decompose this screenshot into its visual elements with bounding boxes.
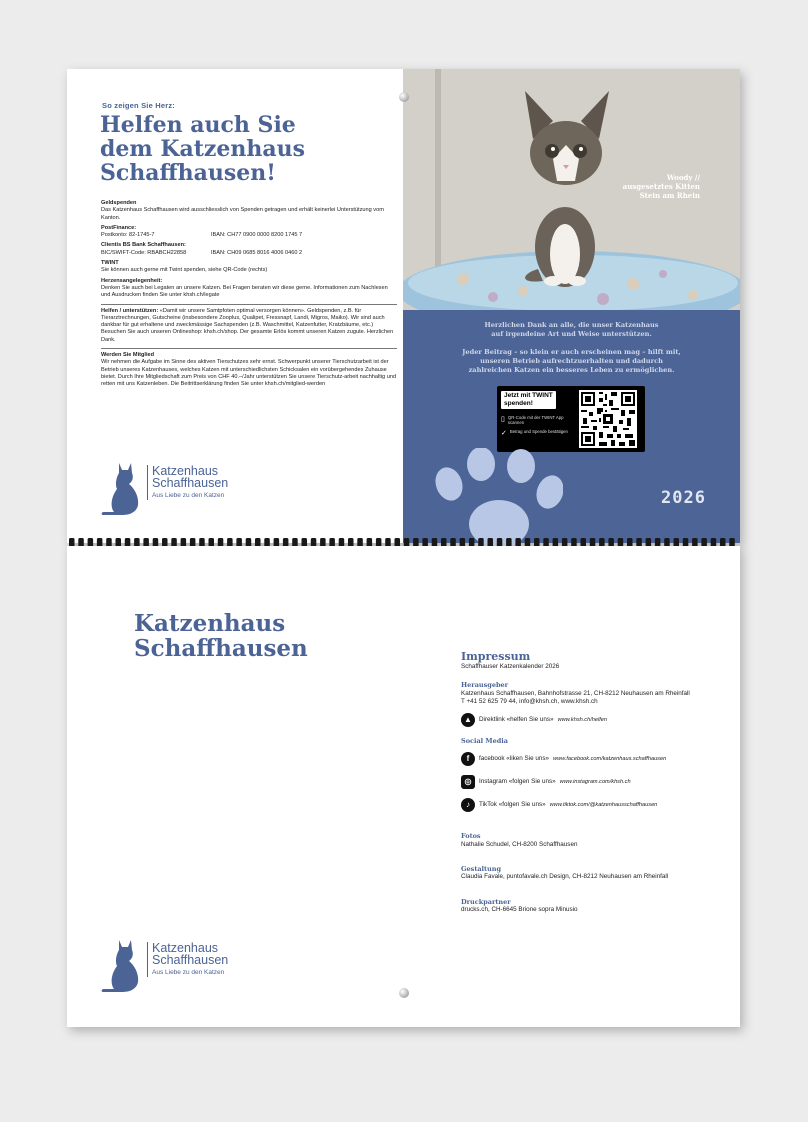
thanks-line: zahlreichen Katzen ein besseres Leben zu ermöglichen. — [468, 366, 675, 374]
headline-line: Schaffhausen! — [100, 160, 276, 186]
logo — [99, 936, 269, 996]
twint-step — [501, 415, 571, 425]
impressum-heading: Druckpartner — [461, 897, 511, 906]
twint-step-text: QR-Code mit der TWINT App scannen — [507, 415, 564, 425]
kitten-photo — [403, 69, 740, 310]
link-url[interactable]: www.khsh.ch/helfen — [557, 717, 607, 724]
impressum-heading: Herausgeber — [461, 681, 509, 690]
impressum-title: Impressum — [461, 650, 531, 663]
logo-line: Katzenhaus — [152, 941, 219, 955]
section-heading: Werden Sie Mitglied — [101, 352, 155, 359]
hanging-hole — [399, 988, 409, 998]
facebook-icon: f — [461, 752, 475, 766]
tiktok-icon: ♪ — [461, 798, 475, 812]
caption-line: Woody // — [666, 173, 700, 182]
caption-line: ausgesetztes Kitten — [622, 182, 700, 191]
calendar-top-page — [67, 69, 740, 543]
section-heading: PostFinance: — [101, 224, 137, 231]
bank-row — [101, 232, 397, 239]
photo-caption — [623, 173, 700, 200]
donation-info — [101, 197, 397, 389]
section-text: Das Katzenhaus Schaffhausen wird ausschliesslich von Spenden getragen und erhält keinerlei Unterstützung vom Kanton. — [101, 207, 384, 221]
impressum-subtitle: Schaffhauser Katzenkalender 2026 — [461, 663, 560, 670]
logo-line: Katzenhaus — [152, 464, 219, 478]
back-title — [134, 611, 308, 661]
calendar-year: 2026 — [661, 488, 706, 508]
section-body: «Damit wir unsere Samtpfoten optimal versorgen können». Geldspenden, z.B. für Tierarztrechnungen, Gutscheine (insbesondere Zooplus, Qualipet, Fressnapf, Landi, Migros, Maiko). Wir sind auch dankbar für gut erhaltene und zweckmässige Sachspenden (z.B. Waschmittel, Katzenfutter, Kratzbäume, etc.) Besuchen Sie auch unseren Onlineshop: khsh.ch/shop. Der gesamte Erlös kommt unseren Katzen zugute. Herzlichen Dank. — [101, 307, 394, 343]
section-heading: TWINT — [101, 260, 119, 267]
hanging-hole — [399, 92, 409, 102]
section-text: Sie können auch gerne mit Twint spenden, siehe QR-Code (rechts) — [101, 267, 268, 274]
headline-line: Helfen auch Sie — [100, 112, 296, 138]
twint-box[interactable] — [497, 386, 645, 452]
impressum-heading: Fotos — [461, 832, 481, 841]
logo-text — [147, 465, 228, 500]
logo-text — [147, 942, 228, 977]
tiktok-link[interactable] — [461, 798, 731, 812]
instagram-icon: ◎ — [461, 775, 475, 789]
section-heading: Herzensangelegenheit: — [101, 277, 163, 284]
twint-step — [501, 429, 571, 437]
link-url[interactable]: www.instagram.com/khsh.ch — [559, 779, 631, 786]
impressum-text: Claudia Favale, puntofavale.ch Design, CH-8212 Neuhausen am Rheinfall — [461, 873, 669, 881]
qr-code-icon — [579, 390, 637, 448]
iban: IBAN: CH77 0900 0000 8200 1745 7 — [211, 232, 303, 239]
phone-icon: ▯ — [501, 416, 505, 423]
cat-icon: ▲ — [461, 713, 475, 727]
impressum-text: Nathalie Schudel, CH-8200 Schaffhausen — [461, 840, 578, 848]
impressum-text: drucks.ch, CH-6645 Brione sopra Minusio — [461, 905, 578, 913]
section-text: Denken Sie auch bei Legaten an unsere Katzen. Bei Fragen beraten wir diese gerne. Informationen zum Nachlesen und Ausdrucken finden Sie unter khsh.ch/legate — [101, 284, 388, 299]
back-title-line: Katzenhaus — [134, 610, 286, 637]
logo-tagline: Aus Liebe zu den Katzen — [152, 492, 225, 499]
bank-row — [101, 250, 397, 257]
divider — [101, 348, 397, 349]
link-url[interactable]: www.tiktok.com/@katzenhausschaffhausen — [549, 802, 658, 809]
headline — [100, 113, 400, 185]
thanks-line: Jeder Beitrag – so klein er auch erscheinen mag – hilft mit, — [462, 348, 681, 356]
thanks-line: Herzlichen Dank an alle, die unser Katzenhaus — [484, 321, 659, 329]
cat-logo-icon — [99, 459, 143, 517]
link-label: TikTok «folgen Sie uns» — [479, 801, 546, 809]
bic: BIC/SWIFT-Code: RBABCH22858 — [101, 249, 187, 256]
link-label: Direktlink «helfen Sie uns» — [479, 716, 554, 724]
thanks-line: auf irgendeine Art und Weise unterstützen. — [491, 330, 652, 338]
check-icon: ✓ — [501, 430, 507, 437]
twint-pill-line: Jetzt mit TWINT — [504, 392, 553, 399]
section-heading: Clientis BS Bank Schaffhausen: — [101, 242, 186, 249]
impressum — [461, 650, 731, 914]
logo-line: Schaffhausen — [152, 953, 229, 967]
link-url[interactable]: www.facebook.com/katzenhaus.schaffhausen — [553, 756, 667, 763]
link-label: facebook «liken Sie uns» — [479, 755, 550, 763]
back-title-line: Schaffhausen — [134, 635, 308, 662]
thanks-panel — [403, 310, 740, 543]
section-heading: Geldspenden — [101, 200, 137, 206]
impressum-heading: Social Media — [461, 737, 508, 746]
section-text: Wir nehmen die Aufgabe im Sinne des aktiven Tierschutzes sehr ernst. Schwerpunkt unserer Tierschutzarbeit ist der Betrieb unseres Katzenhauses, welches Katzen mit unterschiedlichsten Schicksalen ein vorübergehendes Zuhause bietet. Durch Ihre Mitgliedschaft zum Preis von CHF 40.–/Jahr unterstützen Sie unsere Tierschutz-arbeit nachhaltig und retten mit uns Katzenleben. Die Beitrittserklärung finden Sie unter khsh.ch/mitglied-werden — [101, 359, 397, 388]
kicker: So zeigen Sie Herz: — [102, 101, 175, 110]
cat-logo-icon — [99, 936, 143, 994]
twint-pill-line: spenden! — [504, 400, 533, 407]
logo-tagline: Aus Liebe zu den Katzen — [152, 969, 225, 976]
instagram-link[interactable] — [461, 775, 731, 789]
section-text — [101, 308, 397, 344]
account-number: Postkonto: 82-1745-7 — [101, 232, 155, 239]
calendar-back-page — [67, 546, 740, 1027]
twint-step-text: Betrag und Spende bestätigen — [509, 429, 568, 434]
paw-icon — [433, 448, 563, 548]
link-label: Instagram «folgen Sie uns» — [479, 778, 556, 786]
qr-code[interactable] — [579, 390, 637, 448]
caption-line: Stein am Rhein — [639, 191, 700, 200]
section-heading: Helfen / unterstützen: — [101, 307, 159, 314]
iban: IBAN: CH09 0685 8016 4006 0460 2 — [211, 249, 303, 256]
impressum-text: T +41 52 625 79 44, info@khsh.ch, www.khsh.ch — [461, 697, 598, 705]
direct-link[interactable] — [461, 713, 731, 727]
facebook-link[interactable] — [461, 752, 731, 766]
logo-line: Schaffhausen — [152, 476, 229, 490]
thanks-text — [403, 321, 740, 339]
thanks-text — [403, 348, 740, 375]
twint-pill — [501, 391, 556, 409]
impressum-text: Katzenhaus Schaffhausen, Bahnhofstrasse 21, CH-8212 Neuhausen am Rheinfall — [461, 689, 690, 697]
logo — [99, 459, 269, 519]
headline-line: dem Katzenhaus — [100, 136, 305, 162]
twint-instructions — [501, 391, 571, 437]
impressum-heading: Gestaltung — [461, 865, 502, 874]
thanks-line: unseren Betrieb aufrechtzuerhalten und dadurch — [480, 357, 663, 365]
divider — [101, 304, 397, 305]
